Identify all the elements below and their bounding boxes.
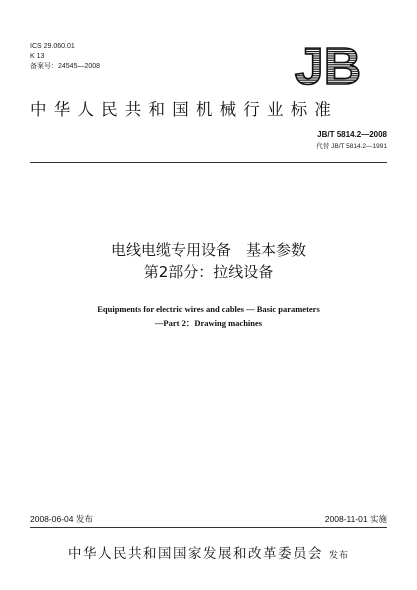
title-en-line1: Equipments for electric wires and cables — Basic parameters xyxy=(97,304,320,314)
issuer xyxy=(0,542,417,562)
issuer-suffix: 发布 xyxy=(328,551,349,561)
title-cn-line2: 第2部分：拉线设备 xyxy=(143,263,274,281)
issuer-name: 中华人民共和国国家发展和改革委员会 xyxy=(67,546,323,562)
class-code: K 13 xyxy=(30,53,45,60)
jb-logo xyxy=(286,40,370,88)
effective-date: 2008-11-01 实施 xyxy=(324,514,387,524)
standard-number: JB/T 5814.2—2008 xyxy=(317,130,387,139)
bottom-divider xyxy=(30,527,387,528)
top-divider xyxy=(30,162,387,163)
org-title: 中华人民共和国机械行业标准 xyxy=(30,100,339,119)
issue-date: 2008-06-04 发布 xyxy=(30,514,93,524)
replaces-standard: 代替 JB/T 5814.2—1991 xyxy=(316,143,387,150)
record-number: 备案号：24545—2008 xyxy=(30,63,101,70)
ics-code: ICS 29.060.01 xyxy=(30,43,75,50)
title-en-line2: —Part 2：Drawing machines xyxy=(154,318,263,328)
jb-logo-text: JB xyxy=(294,40,362,88)
title-cn-line1: 电线电缆专用设备 基本参数 xyxy=(110,241,306,259)
